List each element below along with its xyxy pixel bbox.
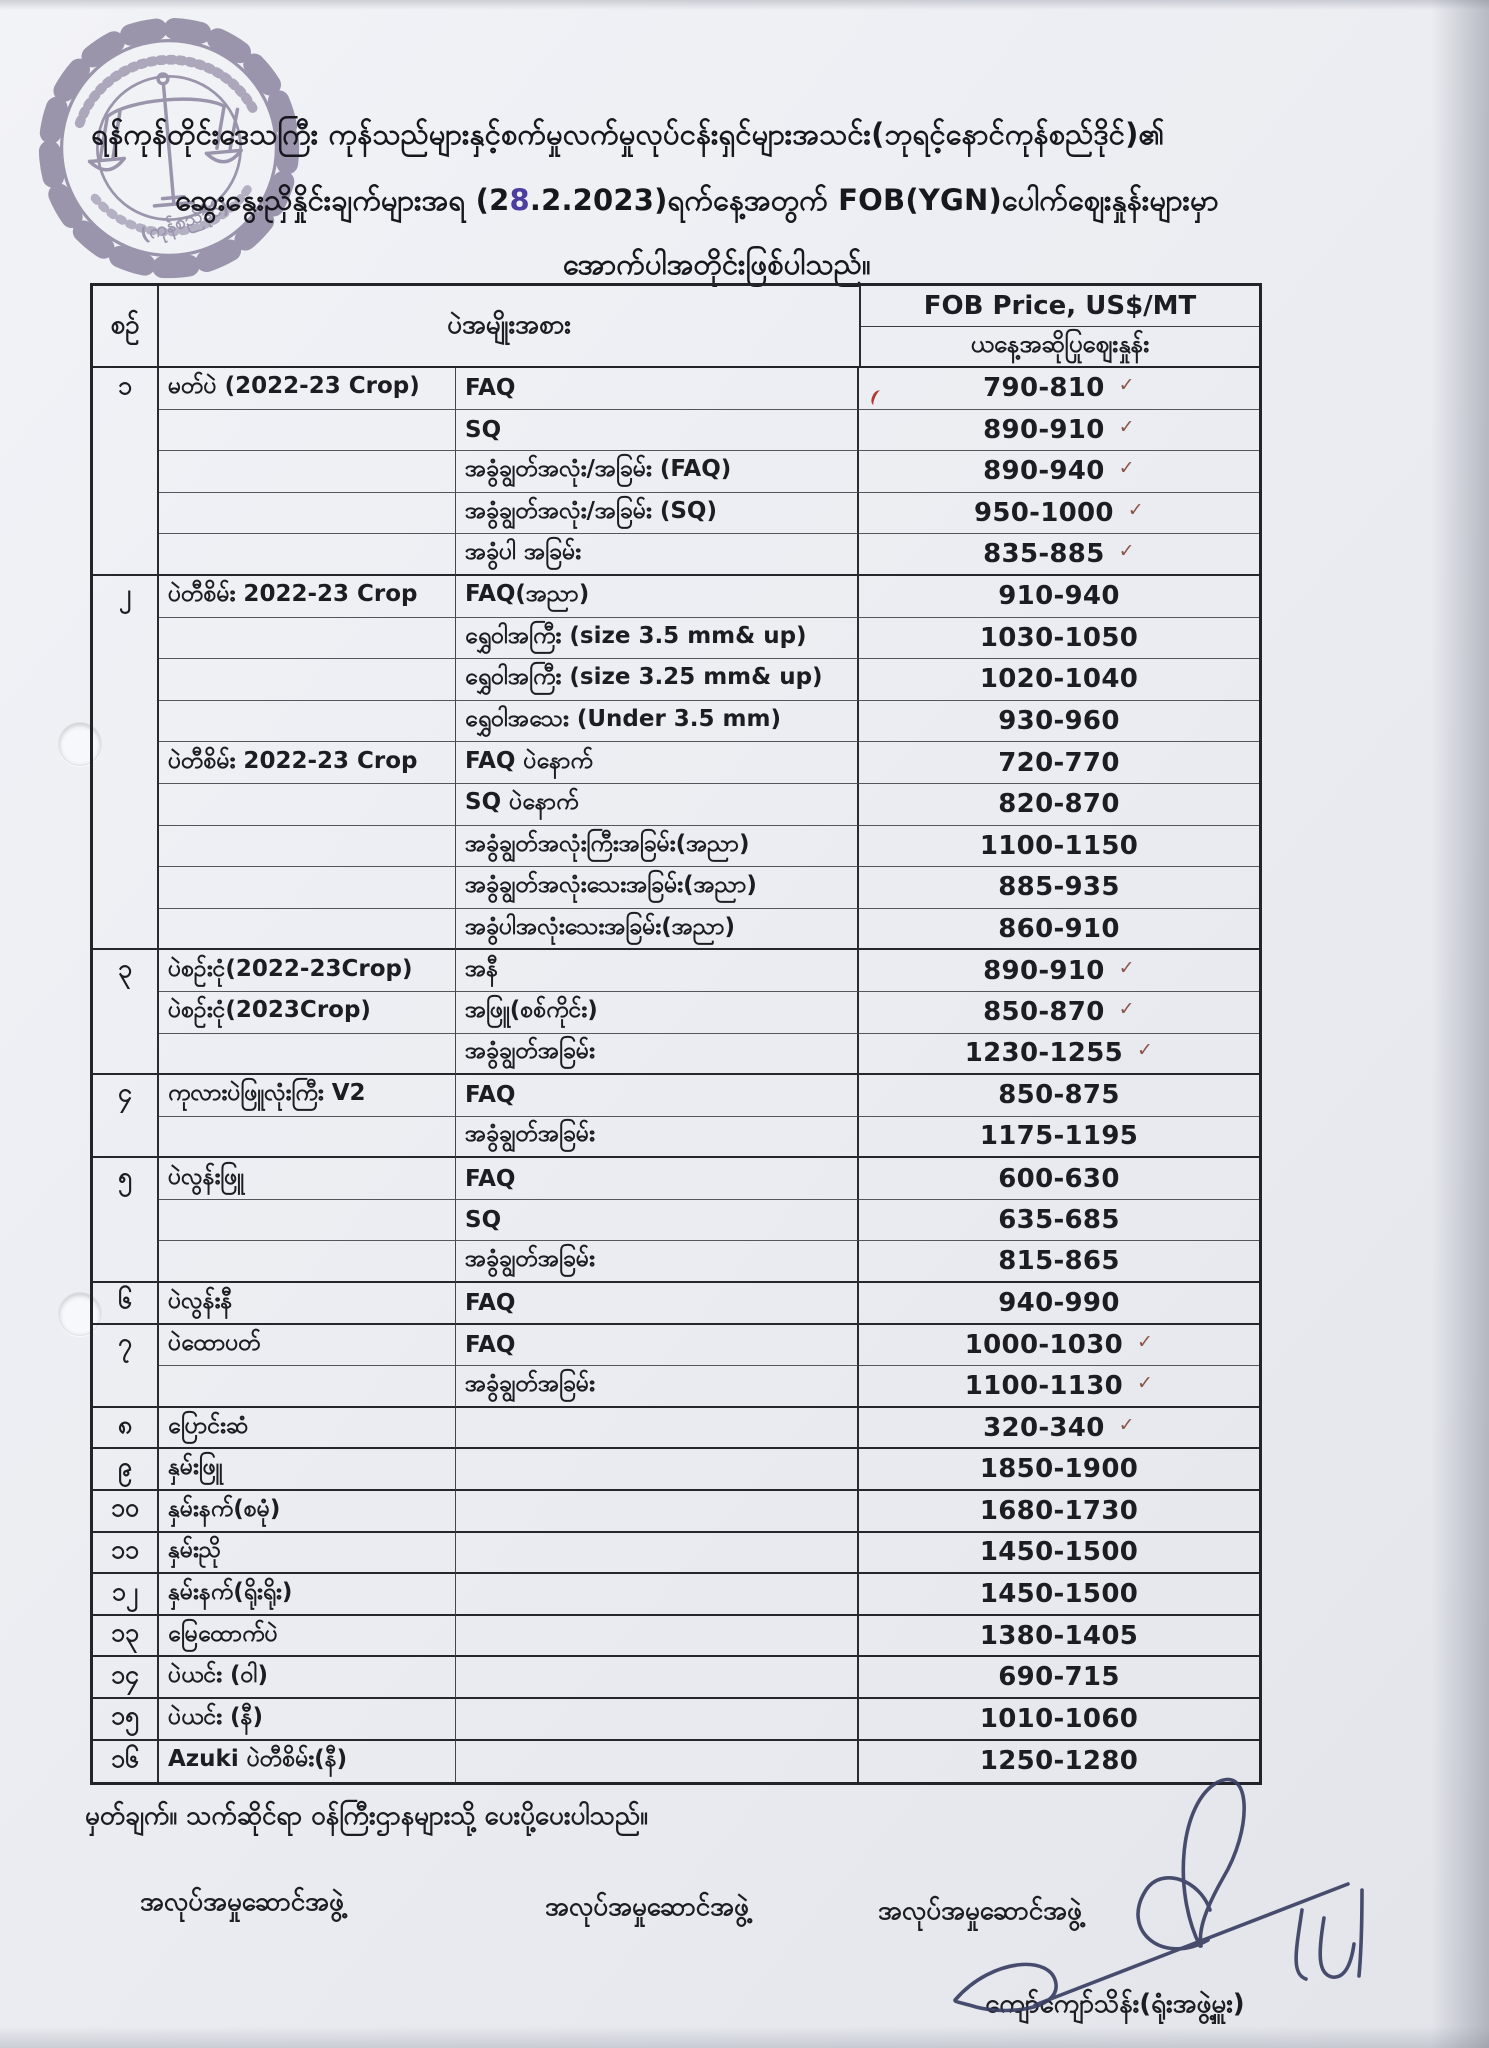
grade-cell: အနီ	[456, 950, 859, 992]
table-row	[93, 867, 1259, 909]
table-row	[93, 701, 1259, 743]
row-number-cell: ၁၆	[93, 1741, 159, 1783]
table-row	[93, 742, 1259, 784]
price-value: 1100-1130	[964, 1371, 1123, 1402]
grade-cell	[456, 1408, 859, 1450]
grade-cell	[456, 1699, 859, 1741]
bean-name-cell: မတ်ပဲ (2022-23 Crop)	[159, 368, 456, 410]
grade-cell: အခွံချွတ်အခြမ်း	[456, 1117, 859, 1159]
price-cell	[859, 950, 1259, 992]
price-cell	[859, 576, 1259, 618]
table-row	[93, 659, 1259, 701]
row-number-cell: ၁၅	[93, 1699, 159, 1741]
grade-cell: ရွှေဝါအကြီး (size 3.5 mm& up)	[456, 618, 859, 660]
price-cell	[859, 1616, 1259, 1658]
grade-cell: အခွံချွတ်အလုံးသေးအခြမ်း(အညာ)	[456, 867, 859, 909]
header-price-sub: ယနေ့အဆိုပြုဈေးနှုန်း	[970, 330, 1150, 359]
price-value: 690-715	[998, 1662, 1120, 1693]
grade-cell: အခွံချွတ်အခြမ်း	[456, 1034, 859, 1076]
title-line2-suffix: .2.2023)ရက်နေ့အတွက် FOB(YGN)ပေါက်ဈေးနှုန်းများမှာ	[529, 183, 1219, 217]
price-value: 835-885	[983, 539, 1105, 570]
committee-label-1: အလုပ်အမှုဆောင်အဖွဲ့	[140, 1887, 344, 1917]
signatory-name: ကျော်ကျော်သိန်း(ရုံးအဖွဲ့မှူး)	[985, 1989, 1245, 2019]
row-number-cell: ၃	[93, 950, 159, 992]
row-number-cell	[93, 410, 159, 452]
title-line2-prefix: ဆွေးနွေးညှိနှိုင်းချက်များအရ (2	[175, 183, 510, 217]
price-value: 1450-1500	[979, 1537, 1139, 1568]
check-mark: ✓	[1118, 415, 1135, 438]
grade-cell: FAQ	[456, 1325, 859, 1367]
price-cell	[859, 618, 1259, 660]
price-cell	[859, 1075, 1259, 1117]
row-number-cell	[93, 1200, 159, 1242]
grade-cell	[456, 1741, 859, 1783]
grade-cell: FAQ	[456, 1158, 859, 1200]
table-row	[93, 1200, 1259, 1242]
price-value: 885-935	[998, 872, 1120, 903]
price-value: 815-865	[998, 1246, 1120, 1277]
bean-name-cell	[159, 1241, 456, 1283]
bean-name-cell: ပြောင်းဆံ	[159, 1408, 456, 1450]
row-number-cell	[93, 784, 159, 826]
row-number-cell: ၁၁	[93, 1533, 159, 1575]
row-number-cell: ၄	[93, 1075, 159, 1117]
table-row	[93, 1366, 1259, 1408]
bean-name-cell	[159, 1366, 456, 1408]
bean-name-cell: ပဲထောပတ်	[159, 1325, 456, 1367]
table-row	[93, 1657, 1259, 1699]
table-row	[93, 618, 1259, 660]
row-number-cell: ၇	[93, 1325, 159, 1367]
grade-cell: FAQ	[456, 368, 859, 410]
bean-name-cell	[159, 493, 456, 535]
grade-cell	[456, 1533, 859, 1575]
price-value: 1175-1195	[979, 1121, 1139, 1152]
price-cell	[859, 1200, 1259, 1242]
committee-label-2: အလုပ်အမှုဆောင်အဖွဲ့	[545, 1892, 749, 1922]
grade-cell: SQ	[456, 1200, 859, 1242]
grade-cell: SQ	[456, 410, 859, 452]
check-mark: ✓	[1136, 1372, 1154, 1395]
fob-price-table	[90, 283, 1262, 1785]
price-cell	[859, 1657, 1259, 1699]
price-cell	[859, 1241, 1259, 1283]
table-row	[93, 1241, 1259, 1283]
table-row	[93, 1325, 1259, 1367]
grade-cell: SQ ပဲနောက်	[456, 784, 859, 826]
row-number-cell: ၅	[93, 1158, 159, 1200]
row-number-cell	[93, 534, 159, 576]
check-mark: ✓	[1136, 1039, 1154, 1062]
row-number-cell	[93, 992, 159, 1034]
bean-name-cell: နှမ်းနက်(ရိုးရိုး)	[159, 1574, 456, 1616]
price-cell	[859, 701, 1259, 743]
price-value: 1850-1900	[979, 1454, 1139, 1485]
grade-cell: FAQ ပဲနောက်	[456, 742, 859, 784]
price-value: 930-960	[998, 706, 1120, 737]
price-cell	[859, 784, 1259, 826]
row-number-cell: ၂	[93, 576, 159, 618]
grade-cell: အခွံပါ အခြမ်း	[456, 534, 859, 576]
price-cell	[859, 451, 1259, 493]
document-title-line1: ရန်ကုန်တိုင်းဒေသကြီး ကုန်သည်များနှင့်စက်မှုလက်မှုလုပ်ငန်းရှင်များအသင်း(ဘုရင့်နောင်ကုန်စည်ဒိုင်)၏	[91, 117, 1165, 151]
grade-cell: ရွှေဝါအသေး (Under 3.5 mm)	[456, 701, 859, 743]
bean-name-cell	[159, 784, 456, 826]
bean-name-cell: ကုလားပဲဖြူလုံးကြီး V2	[159, 1075, 456, 1117]
bean-name-cell	[159, 826, 456, 868]
table-row	[93, 576, 1259, 618]
grade-cell: FAQ	[456, 1075, 859, 1117]
bean-name-cell	[159, 534, 456, 576]
price-value: 940-990	[998, 1287, 1120, 1318]
table-row	[93, 1034, 1259, 1076]
price-value: 1020-1040	[979, 664, 1139, 695]
header-price-cell	[861, 286, 1259, 366]
price-value: 1100-1150	[979, 830, 1139, 861]
bean-name-cell	[159, 701, 456, 743]
table-row	[93, 368, 1259, 410]
price-value: 910-940	[998, 581, 1120, 612]
table-row	[93, 909, 1259, 951]
price-cell	[859, 1034, 1259, 1076]
scan-edge-shadow-right	[1431, 0, 1489, 2048]
bean-name-cell: Azuki ပဲတီစိမ်း(နီ)	[159, 1741, 456, 1783]
price-cell	[859, 1491, 1259, 1533]
grade-cell: အခွံပါအလုံးသေးအခြမ်း(အညာ)	[456, 909, 859, 951]
price-value: 1380-1405	[979, 1620, 1139, 1651]
table-row	[93, 1491, 1259, 1533]
grade-cell	[456, 1449, 859, 1491]
check-mark: ✓	[1118, 1413, 1135, 1436]
table-row	[93, 826, 1259, 868]
bean-name-cell	[159, 1034, 456, 1076]
price-value: 1000-1030	[964, 1329, 1123, 1360]
grade-cell: အခွံချွတ်အလုံး/အခြမ်း (SQ)	[456, 493, 859, 535]
row-number-cell	[93, 1241, 159, 1283]
check-mark: ✓	[1136, 1330, 1154, 1353]
bean-name-cell	[159, 618, 456, 660]
price-cell	[859, 368, 1259, 410]
price-value: 320-340	[983, 1412, 1105, 1443]
bean-name-cell: ပဲတီစိမ်း 2022-23 Crop	[159, 742, 456, 784]
row-number-cell	[93, 867, 159, 909]
price-value: 720-770	[998, 747, 1120, 778]
check-mark: ✓	[1127, 499, 1145, 522]
price-value: 890-940	[983, 456, 1105, 487]
table-row	[93, 784, 1259, 826]
table-row	[93, 493, 1259, 535]
price-cell	[859, 826, 1259, 868]
bean-name-cell: ပဲယင်း (ဝါ)	[159, 1657, 456, 1699]
grade-cell	[456, 1616, 859, 1658]
table-row	[93, 1283, 1259, 1325]
row-number-cell	[93, 742, 159, 784]
table-row	[93, 1408, 1259, 1450]
bean-name-cell	[159, 1200, 456, 1242]
row-number-cell	[93, 909, 159, 951]
handwritten-date-digit: 8	[509, 183, 530, 217]
grade-cell	[456, 1657, 859, 1699]
bean-name-cell: ပဲစဉ်းငုံ(2023Crop)	[159, 992, 456, 1034]
table-row	[93, 1075, 1259, 1117]
table-row	[93, 1158, 1259, 1200]
price-value: 790-810	[983, 373, 1105, 404]
price-value: 635-685	[998, 1205, 1120, 1236]
grade-cell	[456, 1491, 859, 1533]
price-cell	[859, 1283, 1259, 1325]
table-row	[93, 410, 1259, 452]
grade-cell: အဖြူ(စစ်ကိုင်း)	[456, 992, 859, 1034]
row-number-cell: ၁၄	[93, 1657, 159, 1699]
row-number-cell	[93, 451, 159, 493]
row-number-cell	[93, 1366, 159, 1408]
price-value: 1250-1280	[979, 1746, 1139, 1777]
bean-name-cell: နှမ်းနက်(စမုံ)	[159, 1491, 456, 1533]
price-cell	[859, 1533, 1259, 1575]
price-value: 1450-1500	[979, 1579, 1139, 1610]
price-cell	[859, 1574, 1259, 1616]
price-value: 1230-1255	[964, 1038, 1123, 1069]
header-price-main: FOB Price, US$/MT	[861, 286, 1259, 327]
row-number-cell	[93, 701, 159, 743]
table-row	[93, 1449, 1259, 1491]
price-cell	[859, 1699, 1259, 1741]
table-row	[93, 1616, 1259, 1658]
bean-name-cell: ပဲယင်း (နီ)	[159, 1699, 456, 1741]
price-cell	[859, 867, 1259, 909]
check-mark: ✓	[1118, 998, 1135, 1021]
bean-name-cell	[159, 1117, 456, 1159]
price-cell	[859, 742, 1259, 784]
table-row	[93, 1533, 1259, 1575]
header-bean-type-cell: ပဲအမျိုးအစား	[159, 286, 861, 366]
handwritten-signature	[900, 1758, 1460, 2048]
price-cell	[859, 909, 1259, 951]
grade-cell: အခွံချွတ်အခြမ်း	[456, 1241, 859, 1283]
price-value: 950-1000	[973, 498, 1114, 529]
row-number-cell: ၁၀	[93, 1491, 159, 1533]
table-row	[93, 1574, 1259, 1616]
table-row	[93, 534, 1259, 576]
table-row	[93, 1699, 1259, 1741]
table-body	[93, 368, 1259, 1782]
price-cell	[859, 659, 1259, 701]
grade-cell: အခွံချွတ်အလုံးကြီးအခြမ်း(အညာ)	[456, 826, 859, 868]
bean-name-cell: မြေထောက်ပဲ	[159, 1616, 456, 1658]
check-mark: ✓	[1118, 457, 1135, 480]
table-row	[93, 451, 1259, 493]
row-number-cell	[93, 826, 159, 868]
header-no-cell: စဉ်	[93, 286, 159, 366]
row-number-cell	[93, 1117, 159, 1159]
stamp-caption: (ကုန်စည်ဒိုင်)	[137, 196, 232, 247]
table-row	[93, 950, 1259, 992]
row-number-cell	[93, 1034, 159, 1076]
price-cell	[859, 1117, 1259, 1159]
grade-cell: အခွံချွတ်အခြမ်း	[456, 1366, 859, 1408]
bean-name-cell: ပဲစဉ်းငုံ(2022-23Crop)	[159, 950, 456, 992]
check-mark: ✓	[1118, 956, 1135, 979]
grade-cell	[456, 1574, 859, 1616]
price-cell	[859, 534, 1259, 576]
price-value: 1680-1730	[979, 1495, 1139, 1526]
bean-name-cell: ပဲလွန်းဖြူ	[159, 1158, 456, 1200]
price-value: 1030-1050	[979, 622, 1139, 653]
price-value: 820-870	[998, 789, 1120, 820]
price-value: 860-910	[998, 913, 1120, 944]
price-cell	[859, 1408, 1259, 1450]
bean-name-cell: ပဲလွန်းနီ	[159, 1283, 456, 1325]
row-number-cell	[93, 493, 159, 535]
row-number-cell: ၈	[93, 1408, 159, 1450]
price-value: 1010-1060	[979, 1703, 1139, 1734]
row-number-cell: ၁၂	[93, 1574, 159, 1616]
table-row	[93, 992, 1259, 1034]
bean-name-cell	[159, 659, 456, 701]
price-cell	[859, 493, 1259, 535]
row-number-cell	[93, 618, 159, 660]
price-value: 890-910	[983, 414, 1105, 445]
table-header-row	[93, 286, 1259, 368]
row-number-cell	[93, 659, 159, 701]
price-value: 600-630	[998, 1163, 1120, 1194]
bean-name-cell	[159, 410, 456, 452]
price-cell	[859, 410, 1259, 452]
bean-name-cell: နှမ်းဖြူ	[159, 1449, 456, 1491]
grade-cell: ရွှေဝါအကြီး (size 3.25 mm& up)	[456, 659, 859, 701]
price-value: 850-875	[998, 1080, 1120, 1111]
document-title-line3: အောက်ပါအတိုင်းဖြစ်ပါသည်။	[563, 247, 871, 281]
price-cell	[859, 1325, 1259, 1367]
row-number-cell: ၁	[93, 368, 159, 410]
grade-cell: FAQ(အညာ)	[456, 576, 859, 618]
check-mark: ✓	[1118, 540, 1135, 563]
price-cell	[859, 1158, 1259, 1200]
price-value: 850-870	[983, 997, 1105, 1028]
table-row	[93, 1117, 1259, 1159]
bean-name-cell	[159, 451, 456, 493]
bean-name-cell: နှမ်းညို	[159, 1533, 456, 1575]
document-title-line2	[0, 182, 1394, 218]
price-cell	[859, 992, 1259, 1034]
price-cell	[859, 1449, 1259, 1491]
row-number-cell: ၁၃	[93, 1616, 159, 1658]
committee-label-3: အလုပ်အမှုဆောင်အဖွဲ့	[878, 1896, 1082, 1926]
footer-note: မှတ်ချက်။ သက်ဆိုင်ရာ ဝန်ကြီးဌာနများသို့ ပေးပို့ပေးပါသည်။	[85, 1801, 648, 1831]
grade-cell: FAQ	[456, 1283, 859, 1325]
price-cell	[859, 1366, 1259, 1408]
bean-name-cell	[159, 909, 456, 951]
grade-cell: အခွံချွတ်အလုံး/အခြမ်း (FAQ)	[456, 451, 859, 493]
check-mark: ✓	[1118, 374, 1135, 397]
bean-name-cell	[159, 867, 456, 909]
bean-name-cell: ပဲတီစိမ်း 2022-23 Crop	[159, 576, 456, 618]
price-value: 890-910	[983, 955, 1105, 986]
row-number-cell: ၆	[93, 1283, 159, 1325]
row-number-cell: ၉	[93, 1449, 159, 1491]
